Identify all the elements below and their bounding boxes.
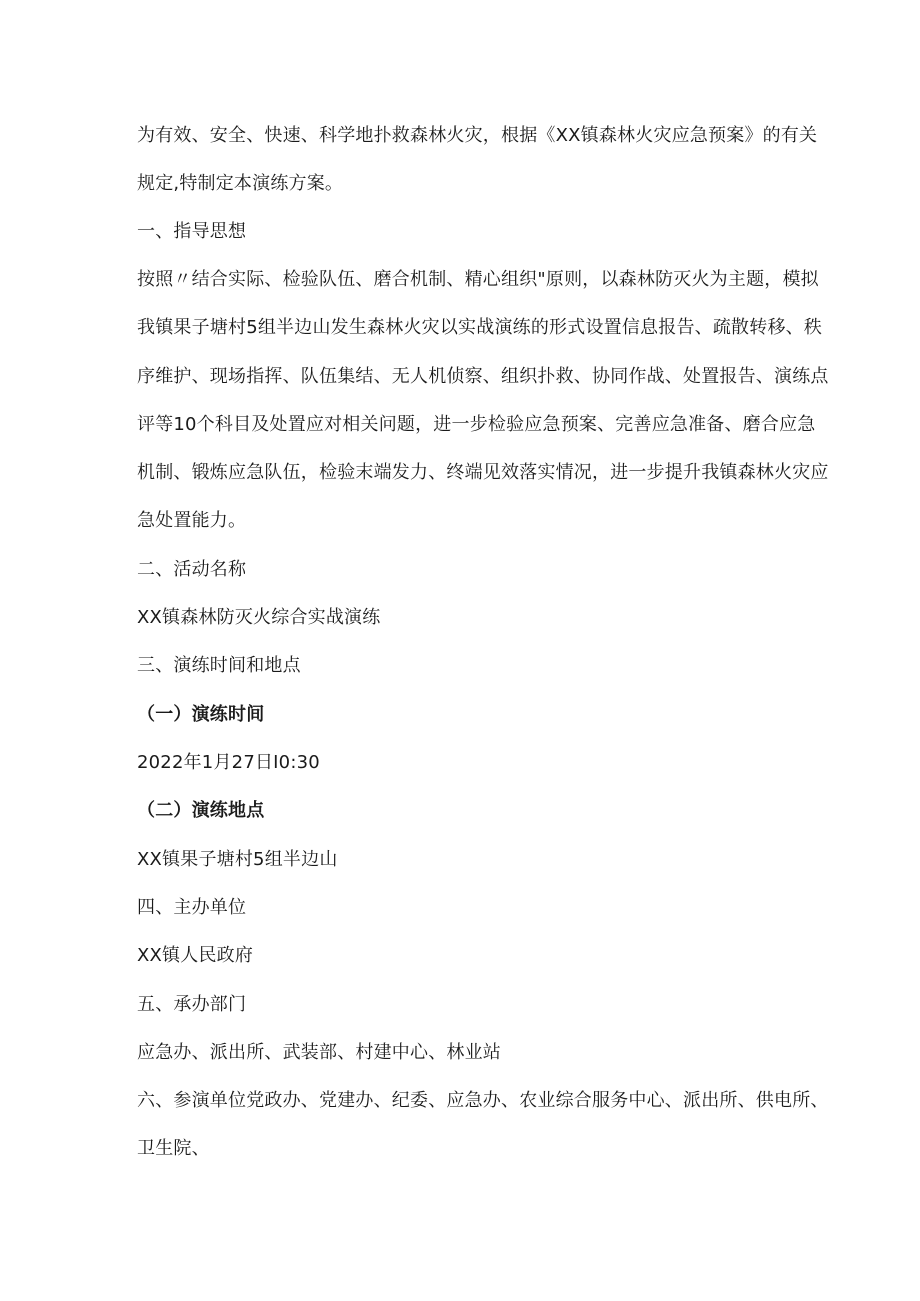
guiding-principle-paragraph-line: 急处置能力。 xyxy=(137,510,247,531)
drill-time-text: 2022年1月27日I0:30 xyxy=(137,752,320,773)
intro-paragraph-line: 为有效、安全、快速、科学地扑救森林火灾，根据《XX镇森林火灾应急预案》的有关 xyxy=(137,125,818,146)
host-unit-text: XX镇人民政府 xyxy=(137,945,254,966)
section-heading-host-unit: 四、主办单位 xyxy=(137,897,247,918)
organizer-text: 应急办、派出所、武装部、村建中心、林业站 xyxy=(137,1042,501,1063)
section-heading-activity-name: 二、活动名称 xyxy=(137,559,247,580)
participating-units-line: 卫生院、 xyxy=(137,1138,210,1159)
section-heading-guiding-principle: 一、指导思想 xyxy=(137,221,247,242)
section-heading-time-and-place: 三、演练时间和地点 xyxy=(137,655,301,676)
guiding-principle-paragraph-line: 评等10个科目及处置应对相关问题，进一步检验应急预案、完善应急准备、磨合应急 xyxy=(137,414,816,435)
drill-location-text: XX镇果子塘村5组半边山 xyxy=(137,849,338,870)
guiding-principle-paragraph-line: 按照〃结合实际、检验队伍、磨合机制、精心组织"原则，以森林防灭火为主题，模拟 xyxy=(137,269,819,290)
subheading-drill-time: （一）演练时间 xyxy=(137,704,265,725)
guiding-principle-paragraph-line: 机制、锻炼应急队伍，检验末端发力、终端见效落实情况，进一步提升我镇森林火灾应 xyxy=(137,462,829,483)
intro-paragraph-line: 规定,特制定本演练方案。 xyxy=(137,173,344,194)
participating-units-line: 六、参演单位党政办、党建办、纪委、应急办、农业综合服务中心、派出所、供电所、 xyxy=(137,1090,829,1111)
section-heading-organizer: 五、承办部门 xyxy=(137,994,247,1015)
guiding-principle-paragraph-line: 我镇果子塘村5组半边山发生森林火灾以实战演练的形式设置信息报告、疏散转移、秩 xyxy=(137,317,823,338)
guiding-principle-paragraph-line: 序维护、现场指挥、队伍集结、无人机侦察、组织扑救、协同作战、处置报告、演练点 xyxy=(137,366,829,387)
subheading-drill-location: （二）演练地点 xyxy=(137,800,265,821)
activity-name-text: XX镇森林防灭火综合实战演练 xyxy=(137,607,381,628)
